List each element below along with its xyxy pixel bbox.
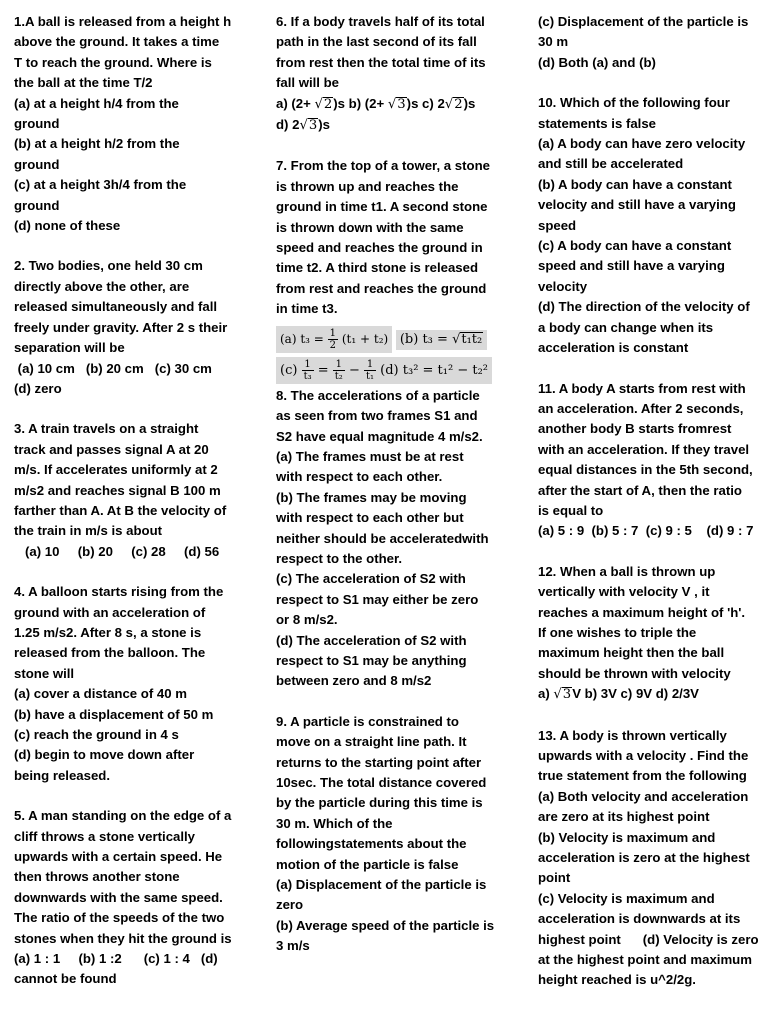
question-1-option-line: ground	[14, 116, 60, 132]
question-10-stem-line: 10. Which of the following four	[538, 95, 730, 111]
question-7-stem-stem-line: speed and reaches the ground in	[276, 240, 483, 256]
question-2-stem-line: freely under gravity. After 2 s their	[14, 319, 228, 335]
question-6-option-d: d) 2√3)s	[276, 117, 330, 134]
question-6-stem-stem-line: 6. If a body travels half of its total	[276, 14, 485, 29]
question-2-option-line: (d) zero	[14, 380, 62, 396]
question-12-stem-stem-line: If one wishes to triple the	[538, 624, 697, 640]
question-9-continued-option-line: (d) Both (a) and (b)	[538, 54, 656, 70]
question-8-option-line: respect to the other.	[276, 550, 403, 566]
question-9-continued	[538, 12, 762, 73]
question-11-stem-line: an acceleration. After 2 seconds,	[538, 400, 744, 416]
question-4-option-line: (a) cover a distance of 40 m	[14, 686, 187, 702]
question-9-option-line: (a) Displacement of the particle is	[276, 877, 487, 893]
question-4-option-line: (b) have a displacement of 50 m	[14, 706, 214, 722]
question-8-option-line: (b) The frames may be moving	[276, 489, 467, 505]
question-13-option-line: are zero at its highest point	[538, 809, 710, 825]
question-8-stem-line: as seen from two frames S1 and	[276, 408, 478, 424]
question-10-option-line: and still be accelerated	[538, 156, 684, 172]
question-11-stem-line: with an acceleration. If they travel	[538, 441, 750, 457]
question-9-stem-line: motion of the particle is false	[276, 856, 459, 872]
question-2-stem-line: released simultaneously and fall	[14, 299, 218, 315]
question-5-stem-line: 5. A man standing on the edge of a	[14, 808, 232, 824]
question-6	[276, 12, 508, 136]
question-3-stem-line: 3. A train travels on a straight	[14, 421, 199, 437]
question-8-option-line: or 8 m/s2.	[276, 612, 338, 628]
question-13-option-line: point	[538, 870, 571, 886]
question-4-stem-line: released from the balloon. The	[14, 645, 206, 661]
question-3-stem-line: the train in m/s is about	[14, 523, 163, 539]
question-5-stem-line: stones when they hit the ground is	[14, 930, 232, 946]
question-9-option-line: zero	[276, 897, 304, 913]
question-4-option-line: (c) reach the ground in 4 s	[14, 727, 179, 742]
question-6-options-abc: a) (2+ √2)s b) (2+ √3)s c) 2√2)s	[276, 95, 476, 112]
question-4-stem-line: ground with an acceleration of	[14, 604, 206, 620]
question-5-option-line: cannot be found	[14, 971, 117, 987]
question-4-stem-line: stone will	[14, 665, 75, 681]
question-3-option-line: (a) 10 (b) 20 (c) 28 (d) 56	[14, 543, 220, 559]
question-1-stem-line: above the ground. It takes a time	[14, 34, 220, 50]
question-1-stem-line: 1.A ball is released from a height h	[14, 14, 232, 29]
question-4-stem-line: 4. A balloon starts rising from the	[14, 584, 224, 600]
question-13-option-line: (b) Velocity is maximum and	[538, 829, 716, 845]
question-13-stem-line: true statement from the following	[538, 768, 747, 784]
question-7-stem-stem-line: time t2. A third stone is released	[276, 260, 479, 276]
question-4-stem-line: 1.25 m/s2. After 8 s, a stone is	[14, 624, 202, 640]
question-13-option-line: height reached is u^2/2g.	[538, 972, 696, 988]
question-10-option-line: speed	[538, 217, 577, 233]
question-2	[14, 256, 246, 399]
question-11-stem-line: another body B starts fromrest	[538, 421, 732, 437]
question-1-option-line: (b) at a height h/2 from the	[14, 136, 180, 152]
question-9-stem-line: by the particle during this time is	[276, 795, 483, 811]
question-5-stem-line: cliff throws a stone vertically	[14, 828, 196, 844]
question-10-option-line: (b) A body can have a constant	[538, 176, 732, 192]
question-13-option-line: acceleration is downwards at its	[538, 911, 741, 927]
question-9-option-line: (b) Average speed of the particle is	[276, 917, 495, 933]
question-4-option-line: being released.	[14, 767, 111, 783]
question-6-stem-stem-line: fall will be	[276, 75, 340, 91]
question-8-option-line: neither should be acceleratedwith	[276, 530, 489, 546]
question-8-stem-line: 8. The accelerations of a particle	[276, 387, 480, 403]
question-12-options: a) √3V b) 3V c) 9V d) 2/3V	[538, 686, 699, 703]
question-13-stem-line: upwards with a velocity . Find the	[538, 748, 749, 763]
question-10-option-line: (c) A body can have a constant	[538, 238, 732, 254]
question-8-stem-line: S2 have equal magnitude 4 m/s2.	[276, 428, 483, 444]
question-13-option-line: (c) Velocity is maximum and	[538, 890, 715, 906]
question-5-stem-line: The ratio of the speeds of the two	[14, 910, 225, 926]
question-10	[538, 93, 762, 358]
question-8-option-line: (d) The acceleration of S2 with	[276, 632, 467, 648]
question-7-stem-stem-line: 7. From the top of a tower, a stone	[276, 158, 490, 174]
question-8-option-line: respect to S1 may either be zero	[276, 591, 479, 607]
question-10-option-line: (d) The direction of the velocity of	[538, 299, 750, 315]
question-2-stem-line: 2. Two bodies, one held 30 cm	[14, 258, 203, 274]
question-7-stem-stem-line: in time t3.	[276, 301, 338, 317]
question-10-option-line: acceleration is constant	[538, 340, 689, 356]
question-13	[538, 726, 762, 991]
question-9-stem-line: returns to the starting point after	[276, 754, 482, 770]
question-11-option-line: (a) 5 : 9 (b) 5 : 7 (c) 9 : 5 (d) 9 : 7	[538, 523, 754, 539]
column-2	[276, 12, 508, 957]
question-8-option-line: with respect to each other.	[276, 469, 443, 485]
question-1-option-line: ground	[14, 197, 60, 213]
question-5	[14, 806, 246, 990]
question-13-option-line: (a) Both velocity and acceleration	[538, 788, 749, 804]
question-10-option-line: (a) A body can have zero velocity	[538, 136, 746, 152]
question-9-continued-option-line: 30 m	[538, 34, 569, 50]
question-9-option-line: 3 m/s	[276, 938, 310, 954]
question-9-stem-line: 30 m. Which of the	[276, 815, 393, 831]
question-9-continued-option-line: (c) Displacement of the particle is	[538, 14, 749, 29]
question-11-stem-line: equal distances in the 5th second,	[538, 462, 753, 478]
question-12-stem	[538, 562, 762, 684]
question-9-stem-line: 10sec. The total distance covered	[276, 775, 487, 790]
question-1-stem-line: the ball at the time T/2	[14, 75, 153, 91]
question-7-stem	[276, 156, 508, 319]
question-3-stem-line: track and passes signal A at 20	[14, 441, 209, 457]
question-10-stem-line: statements is false	[538, 115, 657, 131]
question-6-stem	[276, 12, 508, 94]
question-13-stem-line: 13. A body is thrown vertically	[538, 727, 727, 743]
question-9	[276, 712, 508, 957]
question-6-stem-stem-line: from rest then the total time of its	[276, 54, 486, 70]
question-1-stem-line: T to reach the ground. Where is	[14, 54, 212, 70]
question-3	[14, 419, 246, 562]
question-7-stem-stem-line: is thrown down with the same	[276, 219, 464, 235]
question-4	[14, 582, 246, 786]
question-7-stem-stem-line: from rest and reaches the ground	[276, 280, 487, 296]
question-7-options-cd: (c) $\frac{1}{\text{t₃}}$ = $\frac{1}{\text{t₂}}$ − $\frac{1}{\text{t₁}}$ (d) t₃² = t₁² − t₂²	[276, 357, 492, 384]
question-13-option-line: acceleration is zero at the highest	[538, 850, 750, 866]
question-12-stem-stem-line: maximum height then the ball	[538, 645, 725, 661]
question-5-stem-line: downwards with the same speed.	[14, 889, 223, 905]
question-1-option-line: ground	[14, 156, 60, 172]
question-11	[538, 379, 762, 542]
question-8-option-line: (a) The frames must be at rest	[276, 448, 464, 464]
question-7	[276, 156, 508, 385]
question-7-stem-stem-line: is thrown up and reaches the	[276, 178, 459, 194]
question-10-option-line: a body can change when its	[538, 319, 714, 335]
question-2-stem-line: separation will be	[14, 340, 125, 356]
question-13-option-line: at the highest point and maximum	[538, 952, 752, 968]
question-9-stem-line: move on a straight line path. It	[276, 734, 467, 750]
question-10-option-line: velocity	[538, 278, 588, 294]
question-11-stem-line: 11. A body A starts from rest with	[538, 380, 746, 396]
question-5-stem-line: upwards with a certain speed. He	[14, 849, 223, 865]
question-8-option-line: with respect to each other but	[276, 510, 464, 526]
question-7-option-a: (a) t₃ = $\frac{1}{2}$ (t₁ + t₂)	[276, 326, 392, 353]
question-8-option-line: between zero and 8 m/s2	[276, 673, 432, 689]
question-8-option-line: (c) The acceleration of S2 with	[276, 571, 466, 587]
question-8	[276, 386, 508, 692]
column-1	[14, 12, 246, 1010]
question-2-stem-line: directly above the other, are	[14, 278, 190, 294]
question-10-option-line: speed and still have a varying	[538, 258, 725, 274]
question-12-stem-stem-line: vertically with velocity V , it	[538, 584, 710, 600]
question-3-stem-line: m/s2 and reaches signal B 100 m	[14, 482, 221, 498]
question-1-option-line: (d) none of these	[14, 218, 121, 234]
question-13-option-line: highest point (d) Velocity is zero	[538, 931, 759, 947]
question-3-stem-line: m/s. If accelerates uniformly at 2	[14, 462, 218, 478]
question-4-option-line: (d) begin to move down after	[14, 747, 195, 763]
question-5-stem-line: then throws another stone	[14, 869, 180, 885]
question-1-option-line: (a) at a height h/4 from the	[14, 95, 179, 111]
question-8-option-line: respect to S1 may be anything	[276, 652, 467, 668]
question-12-stem-stem-line: should be thrown with velocity	[538, 665, 731, 681]
question-2-option-line: (a) 10 cm (b) 20 cm (c) 30 cm	[14, 360, 212, 376]
question-12-stem-stem-line: 12. When a ball is thrown up	[538, 563, 716, 579]
question-7-option-b: (b) t₃ = √t₁t₂	[396, 330, 487, 350]
question-1-option-line: (c) at a height 3h/4 from the	[14, 177, 187, 193]
column-3	[538, 12, 762, 1011]
question-7-stem-stem-line: ground in time t1. A second stone	[276, 199, 488, 215]
question-11-stem-line: after the start of A, then the ratio	[538, 482, 742, 498]
question-3-stem-line: farther than A. At B the velocity of	[14, 502, 227, 518]
question-10-option-line: velocity and still have a varying	[538, 197, 736, 213]
question-1	[14, 12, 246, 236]
question-9-stem-line: followingstatements about the	[276, 836, 467, 852]
question-12-stem-stem-line: reaches a maximum height of 'h'.	[538, 604, 746, 620]
question-6-stem-stem-line: path in the last second of its fall	[276, 34, 477, 50]
question-12	[538, 562, 762, 706]
question-11-stem-line: is equal to	[538, 502, 604, 518]
question-9-stem-line: 9. A particle is constrained to	[276, 713, 459, 729]
question-5-option-line: (a) 1 : 1 (b) 1 :2 (c) 1 : 4 (d)	[14, 951, 218, 967]
